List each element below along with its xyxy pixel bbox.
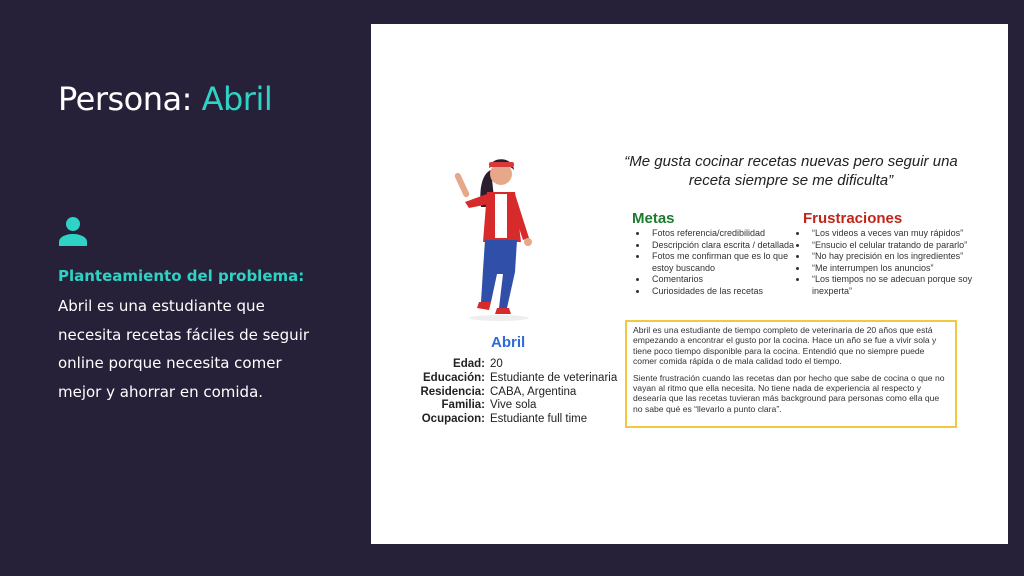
metas-heading: Metas [632, 210, 675, 227]
persona-bio [625, 320, 957, 428]
slide-title [58, 80, 272, 118]
persona-name: Abril [491, 334, 526, 351]
info-row [409, 413, 617, 427]
title-name: Abril [201, 80, 273, 118]
list-item: • “Los tiempos no se adecuan porque soy inexperta” [808, 274, 1008, 297]
info-value: CABA, Argentina [490, 385, 577, 398]
frustraciones-heading: Frustraciones [803, 210, 903, 227]
info-label: Familia: [441, 399, 485, 412]
title-prefix: Persona: [58, 80, 192, 118]
info-value: Vive sola [490, 399, 537, 412]
info-value: 20 [490, 358, 503, 370]
list-item: • “Me interrumpen los anuncios” [808, 263, 1008, 275]
info-row [409, 386, 617, 400]
persona-quote: “Me gusta cocinar recetas nuevas pero seguir una receta siempre se me dificulta” [624, 153, 958, 189]
persona-info [409, 358, 617, 427]
info-label: Ocupacion: [421, 413, 485, 426]
metas-list [632, 228, 798, 298]
bio-paragraph: Siente frustración cuando las recetas dan por hecho que sabe de cocina o que no vayan al ritmo que ella necesita. No tiene nada de experiencia al respecto y desearía que las recetas tuvieran más background para personas como ella que no sabe qué es “llevarlo a punto clara”. [633, 372, 945, 414]
info-label: Edad: [453, 358, 485, 370]
info-value: Estudiante full time [490, 413, 588, 426]
list-item: • Descripción clara escrita / detallada [648, 240, 798, 252]
list-item: • Fotos referencia/credibilidad [648, 228, 798, 240]
bio-paragraph: Abril es una estudiante de tiempo completo de veterinaria de 20 años que está empezando a encontrar el gusto por la cocina. Hace un año se fue a vivir sola y tiene poco tiempo disponible para la cocina. Entendió que no siempre puede comer comida rápida o de mala calidad todo el tiempo. [633, 325, 937, 367]
persona-illustration [451, 152, 551, 322]
list-item: • “No hay precisión en los ingredientes” [808, 251, 1008, 263]
list-item: • “Los videos a veces van muy rápidos” [808, 228, 1008, 240]
problem-heading: Planteamiento del problema: [58, 267, 305, 285]
list-item: • Fotos me confirman que es lo que estoy buscando [648, 251, 798, 274]
list-item: • “Ensucio el celular tratando de pararlo” [808, 240, 1008, 252]
info-row [409, 399, 617, 413]
info-value: Estudiante de veterinaria [490, 371, 618, 384]
info-row [409, 358, 617, 372]
list-item: • Comentarios [648, 274, 798, 286]
problem-statement: Abril es una estudiante que necesita recetas fáciles de seguir online porque necesita comer mejor y ahorrar en comida. [58, 297, 310, 401]
list-item: • Curiosidades de las recetas [648, 286, 798, 298]
persona-card [371, 24, 1008, 544]
info-label: Educación: [423, 371, 485, 384]
person-icon [58, 216, 88, 246]
info-label: Residencia: [420, 385, 485, 398]
info-row [409, 372, 617, 386]
frustraciones-list [792, 228, 1008, 298]
